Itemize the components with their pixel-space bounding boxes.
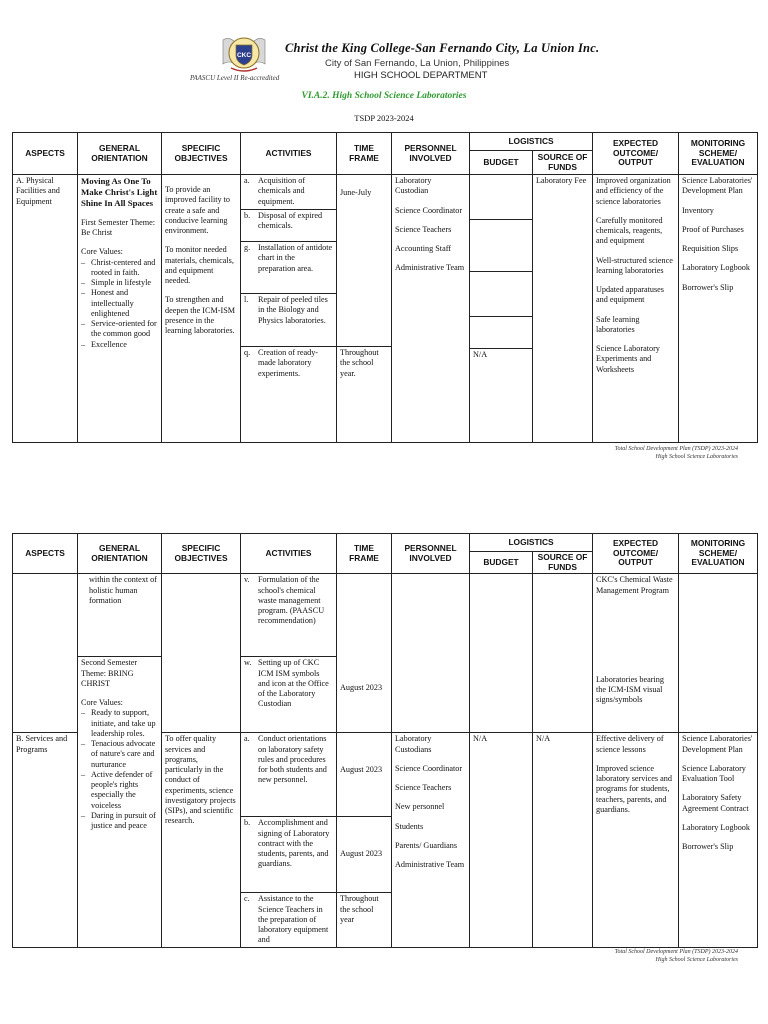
activity-row: c. Assistance to the Science Teachers in the preparation of laboratory equipment and <box>244 894 329 945</box>
monitoring-item: Science Laboratory Evaluation Tool <box>682 763 746 784</box>
header-aspects: ASPECTS <box>13 534 78 574</box>
footer-line: High School Science Laboratories <box>655 957 738 964</box>
list-item: – Daring in pursuit of justice and peace <box>81 810 156 831</box>
header-general-orientation: GENERAL ORIENTATION <box>78 534 162 574</box>
monitoring-b-cell <box>679 733 758 947</box>
specific-objectives-cell <box>162 175 241 443</box>
header-activities: ACTIVITIES <box>241 534 337 574</box>
page-footer-1 <box>615 445 738 461</box>
monitoring-item: Laboratory Logbook <box>682 822 750 832</box>
time-frame-b: August 2023 <box>337 817 391 893</box>
header-expected-outcome: EXPECTED OUTCOME/ OUTPUT <box>593 133 679 175</box>
monitoring-item: Borrower's Slip <box>682 842 734 852</box>
monitoring-item: Inventory <box>682 205 714 215</box>
personnel-item: Parents/ Guardians <box>395 840 458 850</box>
header-specific-objectives: SPECIFIC OBJECTIVES <box>162 133 241 175</box>
personnel-cell-empty <box>392 657 470 733</box>
objective-b-cell <box>162 733 241 947</box>
header-time-frame: TIME FRAME <box>337 133 392 175</box>
time-w-cell <box>337 657 392 733</box>
source-value: Laboratory Fee <box>536 176 587 185</box>
monitoring-item: Science Laboratories' Development Plan <box>682 734 753 754</box>
time-frame-b: August 2023 <box>337 733 391 817</box>
school-city: City of San Fernando, La Union, Philippines <box>325 58 510 69</box>
document-title: VI.A.2. High School Science Laboratories <box>301 91 467 101</box>
expected-b-cell <box>593 733 679 947</box>
school-name: Christ the King College-San Fernando City, La Union Inc. <box>285 41 600 55</box>
school-department: HIGH SCHOOL DEPARTMENT <box>354 70 488 81</box>
aspect-cell-empty <box>13 574 78 657</box>
objective-item: To strengthen and deepen the ICM-ISM presence in the learning laboratories. <box>165 295 236 335</box>
activity-v-cell <box>241 574 337 657</box>
personnel-item: Laboratory Custodian <box>395 176 432 196</box>
general-continued-cell <box>78 574 162 657</box>
list-item: – Christ-centered and rooted in faith. <box>81 257 156 277</box>
personnel-cell-empty <box>392 574 470 657</box>
header-time-frame: TIME FRAME <box>337 534 392 574</box>
time-frame-w: August 2023 <box>340 682 383 692</box>
personnel-item: Science Teachers <box>395 224 452 234</box>
activity-row: a. Conduct orientations on laboratory safety rules and procedures for both students and new personnel. <box>241 733 336 817</box>
aspect-text: A. Physical Facilities and Equipment <box>16 176 60 206</box>
activity-row: g. Installation of antidote chart in the preparation area. <box>241 242 336 294</box>
objective-item: To provide an improved facility to create a safe and conducive learning environment. <box>165 185 231 235</box>
header-general-orientation: GENERAL ORIENTATION <box>78 133 162 175</box>
header-monitoring: MONITORING SCHEME/ EVALUATION <box>679 133 758 175</box>
time-b-cell <box>337 733 392 947</box>
expected-item: Science Laboratory Experiments and Worksheets <box>596 344 660 374</box>
monitoring-item: Laboratory Logbook <box>682 263 750 273</box>
general-continued-text: within the context of holistic human formation <box>89 575 157 605</box>
header-expected-outcome: EXPECTED OUTCOME/ OUTPUT <box>593 534 679 574</box>
expected-item: Carefully monitored chemicals, reagents, and equipment <box>596 215 663 246</box>
semester-theme: First Semester Theme: Be Christ <box>81 217 155 238</box>
personnel-item: Laboratory Custodians <box>395 734 432 754</box>
header-logistics: LOGISTICS <box>470 534 593 552</box>
activity-row: q. Creation of ready-made laboratory experiments. <box>244 348 319 378</box>
list-item: – Tenacious advocate of nature's care and nurturance <box>81 739 156 769</box>
objective-cell-empty <box>162 657 241 733</box>
general-orientation-text: Moving As One To Make Christ's Light Shine In All Spaces <box>81 176 158 208</box>
activity-row: b. Disposal of expired chemicals. <box>241 210 336 242</box>
aspect-text: B. Services and Programs <box>16 734 68 754</box>
personnel-item: New personnel <box>395 802 445 812</box>
list-item: – Ready to support, initiate, and take up leadership roles. <box>81 708 156 738</box>
aspect-b-cell <box>13 733 78 947</box>
personnel-b-cell <box>392 733 470 947</box>
expected-item: Effective delivery of science lessons <box>596 734 664 754</box>
expected-item: Safe learning laboratories <box>596 314 640 334</box>
objective-cell-empty <box>162 574 241 657</box>
expected-item: CKC's Chemical Waste Management Program <box>596 575 673 595</box>
time-frame-2: Throughout the school year. <box>340 348 379 378</box>
header-logistics: LOGISTICS <box>470 133 593 151</box>
activity-w-cell <box>241 657 337 733</box>
general-orientation-cell <box>78 175 162 443</box>
source-cell <box>533 175 593 443</box>
expected-item: Improved science laboratory services and programs for students, teachers, parents, and guardians. <box>596 763 672 814</box>
monitoring-item: Science Laboratories' Development Plan <box>682 176 753 196</box>
monitoring-cell-empty <box>679 574 758 657</box>
time-frame-cell <box>337 175 392 443</box>
activity-row: v. Formulation of the school's chemical waste management program. (PAASCU recommendation) <box>244 575 325 626</box>
personnel-item: Students <box>395 821 424 831</box>
personnel-item: Science Coordinator <box>395 763 463 773</box>
list-item: – Excellence <box>81 339 127 349</box>
header-monitoring: MONITORING SCHEME/ EVALUATION <box>679 534 758 574</box>
source-cell-empty <box>533 657 593 733</box>
activities-cell <box>241 175 337 443</box>
monitoring-cell <box>679 175 758 443</box>
school-seal-icon <box>219 34 269 74</box>
footer-line: Total School Development Plan (TSDP) 2023-2024 <box>614 446 738 452</box>
budget-cell-empty <box>470 574 533 657</box>
list-item: – Service-oriented for the common good <box>81 319 157 339</box>
budget-value: N/A <box>473 350 488 359</box>
activities-b-cell <box>241 733 337 947</box>
monitoring-cell-empty <box>679 657 758 733</box>
budget-b-cell <box>470 733 533 947</box>
source-b-cell <box>533 733 593 947</box>
monitoring-item: Proof of Purchases <box>682 224 744 234</box>
activity-row: a. Acquisition of chemicals and equipment. <box>241 175 336 210</box>
core-values-label: Core Values: <box>81 698 123 708</box>
expected-item: Updated apparatuses and equipment <box>596 285 664 305</box>
accreditation-note: PAASCU Level II Re-accredited <box>190 74 280 82</box>
expected-item: Laboratories bearing the ICM-ISM visual signs/symbols <box>596 674 664 705</box>
header-aspects: ASPECTS <box>13 133 78 175</box>
list-item: – Honest and intellectually enlightened <box>81 288 134 318</box>
source-value: N/A <box>536 734 551 744</box>
personnel-cell <box>392 175 470 443</box>
personnel-item: Accounting Staff <box>395 244 452 253</box>
page-footer-2 <box>615 948 738 964</box>
objective-item: To offer quality services and programs, particularly in the conduct of experiments, science investigatory projects (SIPs), and scientific research. <box>165 734 236 826</box>
header-source-of-funds: SOURCE OF FUNDS <box>533 552 593 574</box>
activity-row: w. Setting up of CKC ICM ISM symbols and icon at the Office of the Laboratory Custodian <box>244 658 329 709</box>
objective-item: To monitor needed materials, chemicals, and equipment needed. <box>165 245 234 285</box>
aspect-cell <box>13 175 78 443</box>
personnel-item: Administrative Team <box>395 263 465 273</box>
budget-cell-empty <box>470 657 533 733</box>
plan-table-2 <box>12 533 758 948</box>
activity-row: b. Accomplishment and signing of Laboratory contract with the students, parents, and guardians. <box>241 817 336 893</box>
general-orientation-cell-2 <box>78 657 162 947</box>
tsdp-label: TSDP 2023-2024 <box>354 113 414 123</box>
monitoring-item: Requisition Slips <box>682 244 739 253</box>
time-cell-empty <box>337 574 392 657</box>
core-values-label: Core Values: <box>81 247 123 257</box>
personnel-item: Administrative Team <box>395 860 465 870</box>
personnel-item: Science Coordinator <box>395 205 463 215</box>
header-activities: ACTIVITIES <box>241 133 337 175</box>
footer-line: Total School Development Plan (TSDP) 2023-2024 <box>614 949 738 955</box>
expected-outcome-cell <box>593 175 679 443</box>
plan-table-1 <box>12 132 758 443</box>
list-item: – Active defender of people's rights especially the voiceless <box>81 769 153 810</box>
list-item: – Simple in lifestyle <box>81 278 152 288</box>
budget-value: N/A <box>473 734 488 744</box>
expected-w-cell <box>593 657 679 733</box>
time-frame-1: June-July <box>337 175 391 347</box>
header-source-of-funds: SOURCE OF FUNDS <box>533 151 593 175</box>
semester-theme: Second Semester Theme: BRING CHRIST <box>81 658 138 688</box>
aspect-cell-empty <box>13 657 78 733</box>
time-frame-b: Throughout the school year <box>340 894 379 924</box>
budget-cell <box>470 175 533 443</box>
personnel-item: Science Teachers <box>395 783 452 793</box>
footer-line: High School Science Laboratories <box>655 454 738 461</box>
expected-item: Well-structured science learning laboratories <box>596 255 673 275</box>
core-values-list <box>81 708 158 831</box>
activity-row: l. Repair of peeled tiles in the Biology and Physics laboratories. <box>241 294 336 347</box>
svg-text:CKC: CKC <box>236 52 252 59</box>
expected-v-cell <box>593 574 679 657</box>
header-personnel: PERSONNEL INVOLVED <box>392 534 470 574</box>
monitoring-item: Borrower's Slip <box>682 282 734 292</box>
source-cell-empty <box>533 574 593 657</box>
header-specific-objectives: SPECIFIC OBJECTIVES <box>162 534 241 574</box>
monitoring-item: Laboratory Safety Agreement Contract <box>682 793 749 813</box>
core-values-list <box>81 258 158 350</box>
header-budget: BUDGET <box>470 552 533 574</box>
expected-item: Improved organization and efficiency of the science laboratories <box>596 176 671 206</box>
header-budget: BUDGET <box>470 151 533 175</box>
header-personnel: PERSONNEL INVOLVED <box>392 133 470 175</box>
